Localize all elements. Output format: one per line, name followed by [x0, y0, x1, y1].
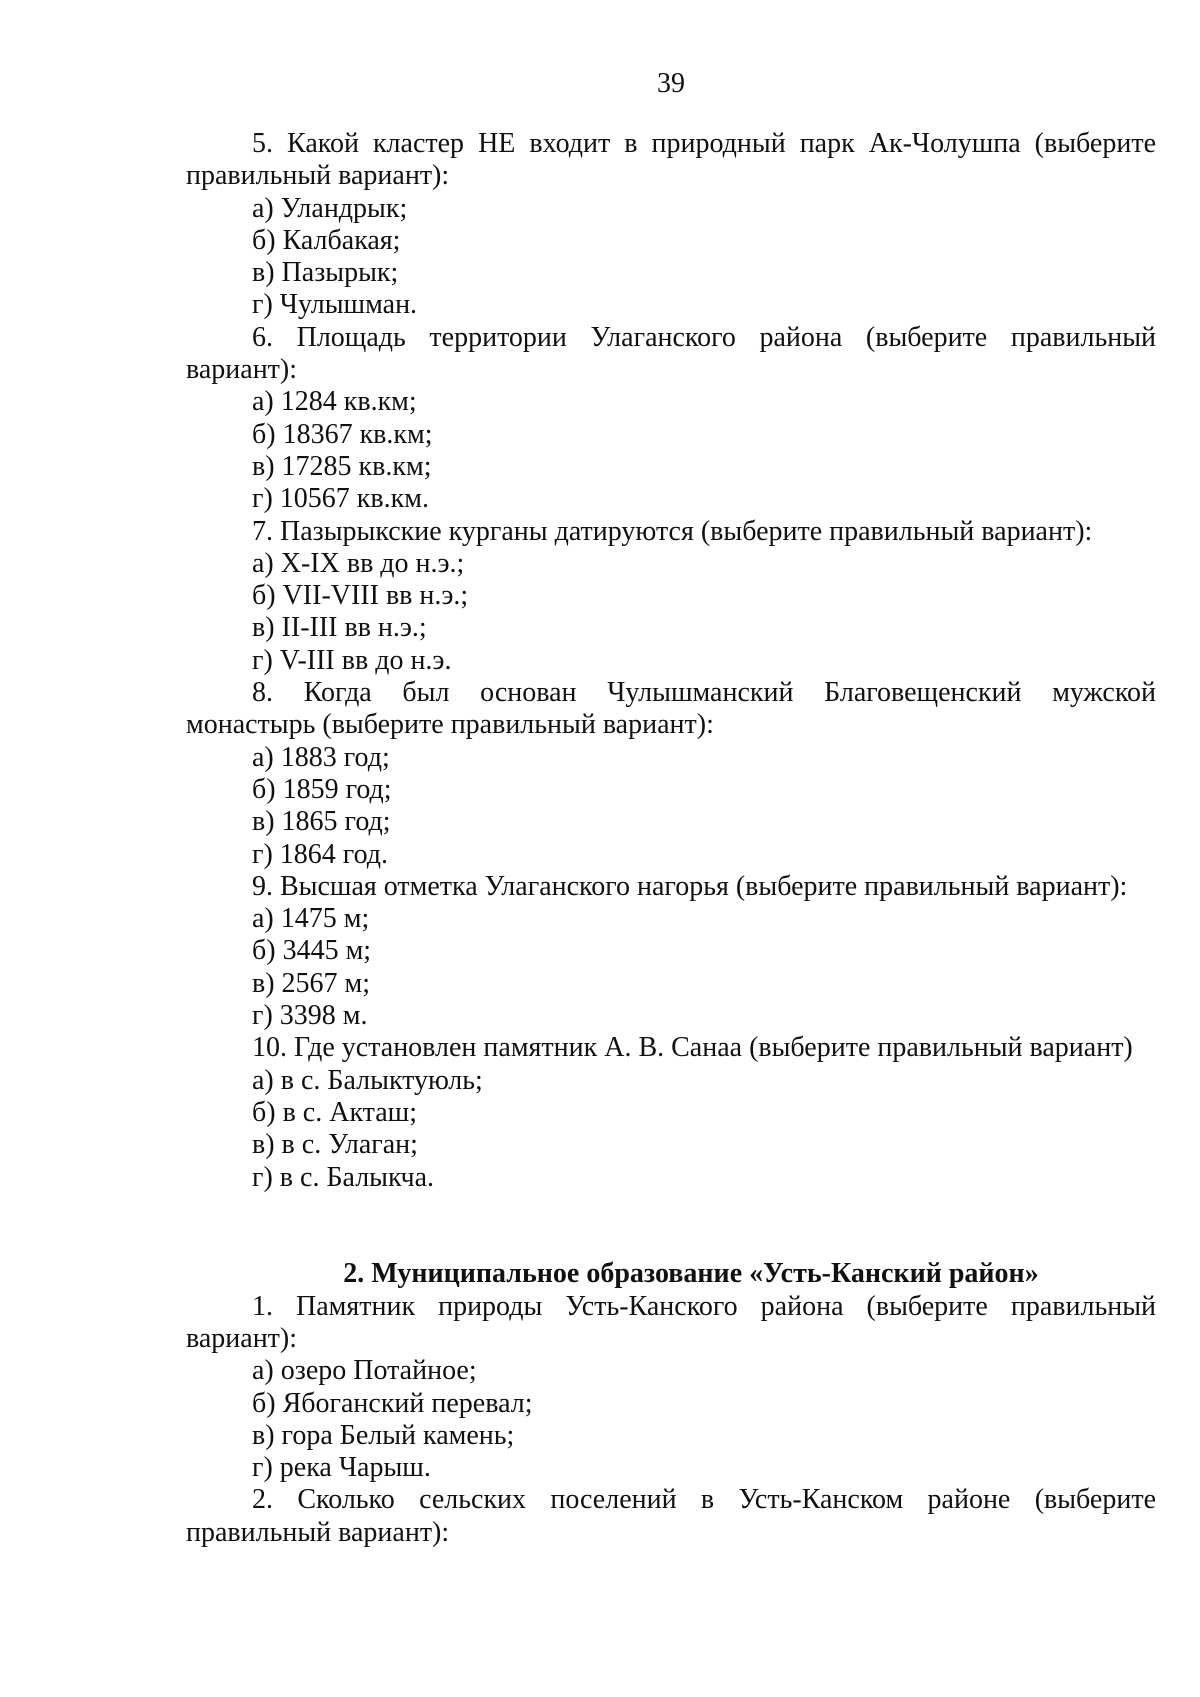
- question-8-text: 8. Когда был основан Чулышманский Благовещенский мужской: [252, 677, 1156, 709]
- section-2-question-2-text-cont: правильный вариант):: [186, 1516, 450, 1548]
- question-5-option-a: а) Уландрык;: [252, 192, 408, 224]
- question-8-option-d: г) 1864 год.: [252, 838, 389, 870]
- question-10-option-b: б) в с. Акташ;: [252, 1096, 418, 1128]
- question-5-text-cont: правильный вариант):: [186, 160, 450, 192]
- question-8-option-c: в) 1865 год;: [252, 806, 391, 838]
- question-10-option-c: в) в с. Улаган;: [252, 1129, 418, 1161]
- question-6-text: 6. Площадь территории Улаганского района (выберите правильный: [252, 321, 1156, 353]
- question-6-option-b: б) 18367 кв.км;: [252, 418, 433, 450]
- question-9-option-b: б) 3445 м;: [252, 935, 372, 967]
- question-7-option-c: в) II-III вв н.э.;: [252, 612, 427, 644]
- question-10-option-d: г) в с. Балыкча.: [252, 1161, 435, 1193]
- section-2-question-2-text: 2. Сколько сельских поселений в Усть-Канском районе (выберите: [252, 1484, 1156, 1516]
- question-6-option-a: а) 1284 кв.км;: [252, 386, 417, 418]
- section-2-question-1-option-d: г) река Чарыш.: [252, 1452, 431, 1484]
- question-7-option-d: г) V-III вв до н.э.: [252, 644, 452, 676]
- question-9-option-c: в) 2567 м;: [252, 967, 371, 999]
- section-2-question-1-text: 1. Памятник природы Усть-Канского района (выберите правильный: [252, 1290, 1156, 1322]
- question-8-option-b: б) 1859 год;: [252, 773, 392, 805]
- question-10-option-a: а) в с. Балыктуюль;: [252, 1064, 483, 1096]
- question-7-text: 7. Пазырыкские курганы датируются (выберите правильный вариант):: [252, 515, 1093, 547]
- question-6-option-c: в) 17285 кв.км;: [252, 450, 432, 482]
- question-8-option-a: а) 1883 год;: [252, 741, 390, 773]
- section-2-question-1-text-cont: вариант):: [186, 1322, 298, 1354]
- section-2-question-1-option-b: б) Ябоганский перевал;: [252, 1387, 533, 1419]
- question-9-option-a: а) 1475 м;: [252, 903, 370, 935]
- question-7-option-b: б) VII-VIII вв н.э.;: [252, 580, 469, 612]
- question-6-text-cont: вариант):: [186, 354, 298, 386]
- question-9-text: 9. Высшая отметка Улаганского нагорья (выберите правильный вариант):: [252, 870, 1128, 902]
- question-5-option-c: в) Пазырык;: [252, 257, 399, 289]
- section-2-title: 2. Муниципальное образование «Усть-Канский район»: [343, 1258, 1039, 1290]
- page-number: 39: [657, 68, 685, 99]
- question-5-option-d: г) Чулышман.: [252, 289, 418, 321]
- section-2-question-1-option-a: а) озеро Потайное;: [252, 1355, 477, 1387]
- question-7-option-a: а) X-IX вв до н.э.;: [252, 547, 465, 579]
- question-10-text: 10. Где установлен памятник А. В. Санаа (выберите правильный вариант): [252, 1032, 1133, 1064]
- question-9-option-d: г) 3398 м.: [252, 1000, 368, 1032]
- question-8-text-cont: монастырь (выберите правильный вариант):: [186, 709, 714, 741]
- document-page: [186, 68, 1156, 1549]
- question-5-text: 5. Какой кластер НЕ входит в природный парк Ак-Чолушпа (выберите: [252, 128, 1156, 159]
- section-2-question-1-option-c: в) гора Белый камень;: [252, 1419, 515, 1451]
- question-6-option-d: г) 10567 кв.км.: [252, 483, 429, 515]
- section-gap: [186, 1194, 1156, 1259]
- question-5-option-b: б) Калбакая;: [252, 224, 401, 256]
